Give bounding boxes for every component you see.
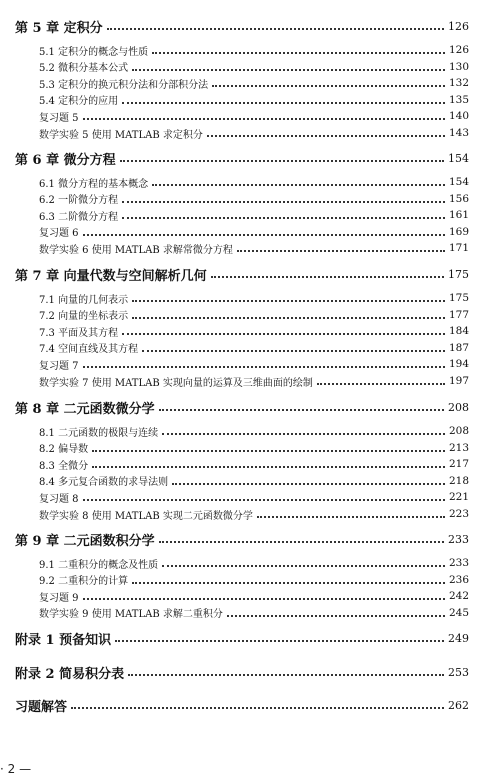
toc-entry xyxy=(0,307,487,323)
leader-dots xyxy=(122,217,445,219)
chapter-heading-page-number: 154 xyxy=(448,151,469,165)
toc-entry-page-number: 208 xyxy=(448,425,469,437)
appendix-heading-title: 习题解答 xyxy=(15,699,68,715)
toc-entry xyxy=(0,75,487,91)
toc-entry-title: 5.3 定积分的换元积分法和分部积分法 xyxy=(39,79,209,91)
leader-dots xyxy=(83,118,445,120)
toc-entry xyxy=(0,323,487,339)
leader-dots xyxy=(71,707,444,709)
leader-dots xyxy=(207,135,445,137)
chapter-heading xyxy=(0,531,487,547)
toc-entry xyxy=(0,555,487,571)
toc-entry-page-number: 194 xyxy=(448,358,469,371)
toc-entry xyxy=(0,456,487,472)
chapter-heading-title: 第 9 章 二元函数积分学 xyxy=(15,533,155,549)
leader-dots xyxy=(83,366,445,368)
appendix-heading-title: 附录 1 预备知识 xyxy=(15,632,112,648)
chapter-heading-page-number: 208 xyxy=(448,400,469,414)
toc-entry-page-number: 143 xyxy=(448,127,469,139)
toc-entry-title: 7.3 平面及其方程 xyxy=(39,327,119,339)
toc-entry-page-number: 223 xyxy=(448,508,469,520)
toc-entry-title: 9.1 二重积分的概念及性质 xyxy=(39,559,159,571)
toc-entry-title: 数学实验 9 使用 MATLAB 求解二重积分 xyxy=(39,609,223,621)
toc-entry xyxy=(0,572,487,588)
toc-entry xyxy=(0,605,487,621)
toc-entry-page-number: 132 xyxy=(448,77,469,90)
appendix-heading xyxy=(0,664,487,680)
chapter-heading-title: 第 8 章 二元函数微分学 xyxy=(15,401,155,417)
toc-entry-title: 复习题 7 xyxy=(39,360,79,372)
leader-dots xyxy=(83,598,445,600)
leader-dots xyxy=(211,276,444,278)
toc-entry xyxy=(0,356,487,372)
toc-entry-page-number: 156 xyxy=(448,192,469,205)
leader-dots xyxy=(257,516,445,518)
page-number-footer: · 2 — xyxy=(0,762,32,776)
toc-entry xyxy=(0,506,487,522)
toc-entry-page-number: 233 xyxy=(448,557,469,569)
chapter-heading xyxy=(0,266,487,282)
toc-entry xyxy=(0,588,487,604)
toc-entry-title: 6.2 一阶微分方程 xyxy=(39,195,119,207)
appendix-heading xyxy=(0,630,487,646)
toc-entry-page-number: 236 xyxy=(448,573,469,586)
toc-entry xyxy=(0,473,487,489)
toc-entry-title: 复习题 5 xyxy=(39,112,79,124)
toc-entry xyxy=(0,224,487,240)
toc-entry-title: 8.1 二元函数的极限与连续 xyxy=(39,427,159,439)
toc-entry-page-number: 140 xyxy=(448,110,469,123)
toc-entry xyxy=(0,59,487,75)
toc-entry xyxy=(0,373,487,389)
toc-entry-page-number: 175 xyxy=(448,292,469,304)
appendix-heading-page-number: 249 xyxy=(448,631,469,645)
toc-entry-page-number: 171 xyxy=(448,242,469,255)
leader-dots xyxy=(237,250,445,252)
leader-dots xyxy=(152,184,445,186)
chapter-heading xyxy=(0,150,487,166)
toc-entry-title: 7.1 向量的几何表示 xyxy=(39,294,129,306)
leader-dots xyxy=(83,234,445,236)
toc-entry xyxy=(0,207,487,223)
leader-dots xyxy=(107,28,444,30)
leader-dots xyxy=(132,69,445,71)
leader-dots xyxy=(132,582,445,584)
toc-entry-title: 数学实验 7 使用 MATLAB 实现向量的运算及三维曲面的绘制 xyxy=(39,377,313,389)
leader-dots xyxy=(115,640,444,642)
leader-dots xyxy=(92,450,445,452)
toc-entry-title: 6.1 微分方程的基本概念 xyxy=(39,178,149,190)
appendix-heading-page-number: 262 xyxy=(448,698,469,712)
appendix-heading-title: 附录 2 简易积分表 xyxy=(15,666,125,682)
leader-dots xyxy=(142,350,445,352)
chapter-heading xyxy=(0,399,487,415)
toc-entry xyxy=(0,340,487,356)
chapter-heading-page-number: 175 xyxy=(448,267,469,281)
toc-entry xyxy=(0,240,487,256)
toc-entry xyxy=(0,108,487,124)
leader-dots xyxy=(159,541,444,543)
toc-entry-page-number: 126 xyxy=(448,44,469,56)
leader-dots xyxy=(132,300,445,302)
toc-entry-page-number: 154 xyxy=(448,176,469,188)
appendix-heading-page-number: 253 xyxy=(448,665,469,679)
toc-entry-title: 9.2 二重积分的计算 xyxy=(39,576,129,588)
toc-entry-title: 7.4 空间直线及其方程 xyxy=(39,344,139,356)
toc-entry-title: 复习题 9 xyxy=(39,592,79,604)
toc-entry xyxy=(0,125,487,141)
chapter-heading-title: 第 6 章 微分方程 xyxy=(15,152,116,168)
leader-dots xyxy=(227,615,445,617)
leader-dots xyxy=(152,52,445,54)
toc-entry-page-number: 242 xyxy=(448,590,469,603)
leader-dots xyxy=(122,102,445,104)
chapter-heading-page-number: 126 xyxy=(448,19,469,33)
toc-entry-title: 5.2 微积分基本公式 xyxy=(39,63,129,75)
toc-entry-page-number: 130 xyxy=(448,60,469,73)
leader-dots xyxy=(128,674,444,676)
toc-entry-page-number: 177 xyxy=(448,308,469,321)
toc-entry xyxy=(0,92,487,108)
toc-entry-page-number: 169 xyxy=(448,225,469,238)
toc-entry-page-number: 187 xyxy=(448,341,469,354)
toc-entry xyxy=(0,42,487,58)
chapter-heading-title: 第 5 章 定积分 xyxy=(15,20,103,36)
toc-entry xyxy=(0,423,487,439)
toc-entry-title: 数学实验 8 使用 MATLAB 实现二元函数微分学 xyxy=(39,510,253,522)
leader-dots xyxy=(83,499,445,501)
toc-entry-title: 数学实验 6 使用 MATLAB 求解常微分方程 xyxy=(39,244,233,256)
toc-entry-page-number: 197 xyxy=(448,375,469,387)
leader-dots xyxy=(172,483,445,485)
leader-dots xyxy=(122,201,445,203)
toc-entry xyxy=(0,174,487,190)
leader-dots xyxy=(159,409,444,411)
toc-entry-title: 8.2 偏导数 xyxy=(39,444,89,456)
chapter-heading-title: 第 7 章 向量代数与空间解析几何 xyxy=(15,268,207,284)
toc-entry-page-number: 221 xyxy=(448,491,469,504)
toc-entry xyxy=(0,489,487,505)
leader-dots xyxy=(120,160,444,162)
toc-entry-page-number: 213 xyxy=(448,441,469,454)
toc-entry-title: 8.3 全微分 xyxy=(39,460,89,472)
toc-entry-title: 5.4 定积分的应用 xyxy=(39,96,119,108)
toc-entry-title: 6.3 二阶微分方程 xyxy=(39,211,119,223)
toc-entry-page-number: 184 xyxy=(448,325,469,338)
toc-entry-title: 复习题 6 xyxy=(39,228,79,240)
leader-dots xyxy=(162,565,445,567)
appendix-heading xyxy=(0,697,487,713)
toc-entry-page-number: 161 xyxy=(448,209,469,222)
leader-dots xyxy=(92,466,445,468)
toc-entry-title: 8.4 多元复合函数的求导法则 xyxy=(39,477,169,489)
toc-entry-page-number: 135 xyxy=(448,93,469,106)
leader-dots xyxy=(212,85,445,87)
chapter-heading xyxy=(0,18,487,34)
toc-entry xyxy=(0,191,487,207)
leader-dots xyxy=(132,317,445,319)
toc-entry-title: 5.1 定积分的概念与性质 xyxy=(39,46,149,58)
leader-dots xyxy=(162,433,445,435)
toc-entry-title: 复习题 8 xyxy=(39,493,79,505)
toc-entry-title: 7.2 向量的坐标表示 xyxy=(39,311,129,323)
toc-entry-page-number: 217 xyxy=(448,458,469,471)
toc-entry-page-number: 218 xyxy=(448,474,469,487)
toc-entry-page-number: 245 xyxy=(448,606,469,619)
leader-dots xyxy=(122,333,445,335)
toc-entry-title: 数学实验 5 使用 MATLAB 求定积分 xyxy=(39,129,203,141)
chapter-heading-page-number: 233 xyxy=(448,532,469,546)
leader-dots xyxy=(317,383,445,385)
toc-entry xyxy=(0,440,487,456)
toc-entry xyxy=(0,290,487,306)
